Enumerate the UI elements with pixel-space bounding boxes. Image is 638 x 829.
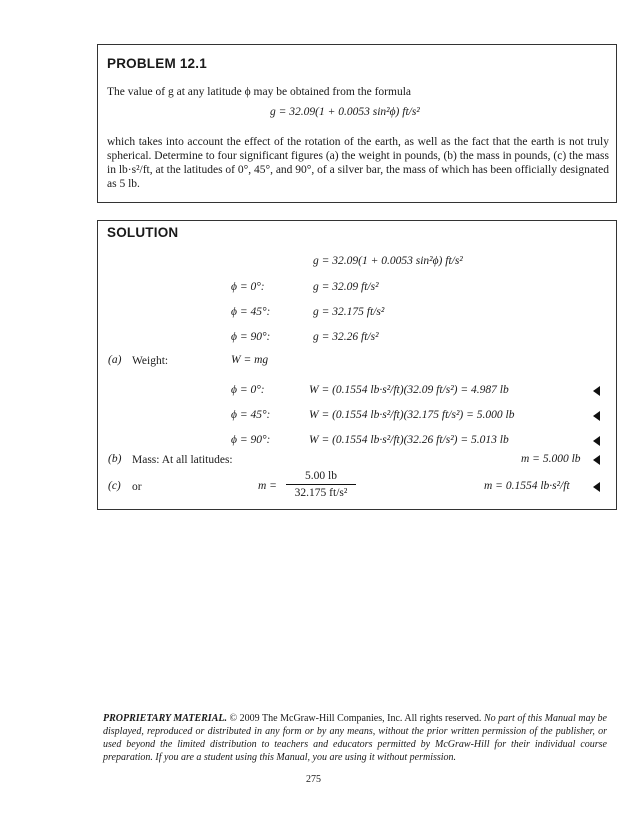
part-c-answer: m = 0.1554 lb·s²/ft: [484, 480, 570, 492]
part-a-title: Weight:: [132, 355, 169, 367]
part-b-label: (b): [108, 453, 122, 465]
solution-box: [97, 220, 617, 510]
fraction-denominator-text: 32.175 ft/s²: [294, 487, 348, 499]
g-row-0-angle: ϕ = 0°:: [231, 281, 265, 293]
problem-body: which takes into account the effect of the rotation of the earth, as well as the fact that the earth is not truly spherical. Determine to four significant figures (a) the weight in pounds, (b) the mass in pounds, (c) the mass in lb·s²/ft, at the latitudes of 0°, 45°, and 90°, of a silver bar, the mass of which has been officially designated as 5 lb.: [107, 136, 610, 190]
g-row-0-value: g = 32.09 ft/s²: [313, 281, 379, 293]
answer-arrow-icon: [593, 482, 600, 492]
w-row-2-angle: ϕ = 90°:: [231, 434, 271, 446]
w-row-0-angle: ϕ = 0°:: [231, 384, 265, 396]
footer-copyright: © 2009 The McGraw-Hill Companies, Inc. All rights reserved.: [229, 713, 482, 724]
fraction-numerator: [286, 470, 356, 482]
problem-box: [97, 44, 617, 203]
part-b-title: Mass: At all latitudes:: [132, 454, 233, 466]
w-row-0-value: W = (0.1554 lb·s²/ft)(32.09 ft/s²) = 4.987 lb: [309, 384, 509, 396]
g-row-1-angle: ϕ = 45°:: [231, 306, 271, 318]
part-a-eq: W = mg: [231, 354, 269, 366]
solution-heading: SOLUTION: [107, 225, 179, 240]
problem-intro: The value of g at any latitude ϕ may be obtained from the formula: [107, 86, 411, 98]
part-c-title: or: [132, 481, 142, 493]
answer-arrow-icon: [593, 386, 600, 396]
fraction-denominator: [281, 487, 361, 499]
copyright-notice: [103, 712, 607, 764]
answer-arrow-icon: [593, 455, 600, 465]
w-row-1-angle: ϕ = 45°:: [231, 409, 271, 421]
part-c-label: (c): [108, 480, 121, 492]
part-b-answer: m = 5.000 lb: [521, 453, 581, 465]
problem-formula: g = 32.09(1 + 0.0053 sin²ϕ) ft/s²: [270, 106, 420, 118]
answer-arrow-icon: [593, 436, 600, 446]
part-a-label: (a): [108, 354, 122, 366]
w-row-1-value: W = (0.1554 lb·s²/ft)(32.175 ft/s²) = 5.000 lb: [309, 409, 515, 421]
part-c-lhs: m =: [258, 480, 277, 492]
g-row-2-angle: ϕ = 90°:: [231, 331, 271, 343]
problem-heading: PROBLEM 12.1: [107, 56, 207, 71]
g-row-2-value: g = 32.26 ft/s²: [313, 331, 379, 343]
w-row-2-value: W = (0.1554 lb·s²/ft)(32.26 ft/s²) = 5.013 lb: [309, 434, 509, 446]
fraction-numerator-text: 5.00 lb: [305, 470, 337, 482]
fraction-bar: [286, 484, 356, 485]
answer-arrow-icon: [593, 411, 600, 421]
footer-lead: PROPRIETARY MATERIAL.: [103, 713, 227, 724]
solution-formula: g = 32.09(1 + 0.0053 sin²ϕ) ft/s²: [313, 255, 463, 267]
page-number: 275: [306, 774, 321, 785]
g-row-1-value: g = 32.175 ft/s²: [313, 306, 385, 318]
footer-notice: No part of this Manual may be displayed, reproduced or distributed in any form or by any means, without the prior written permission of the publisher, or used beyond the limited distribution to teachers and educators permitted by McGraw-Hill for their individual course preparation. If you are a student using this Manual, you are using it without permission.: [103, 713, 607, 763]
